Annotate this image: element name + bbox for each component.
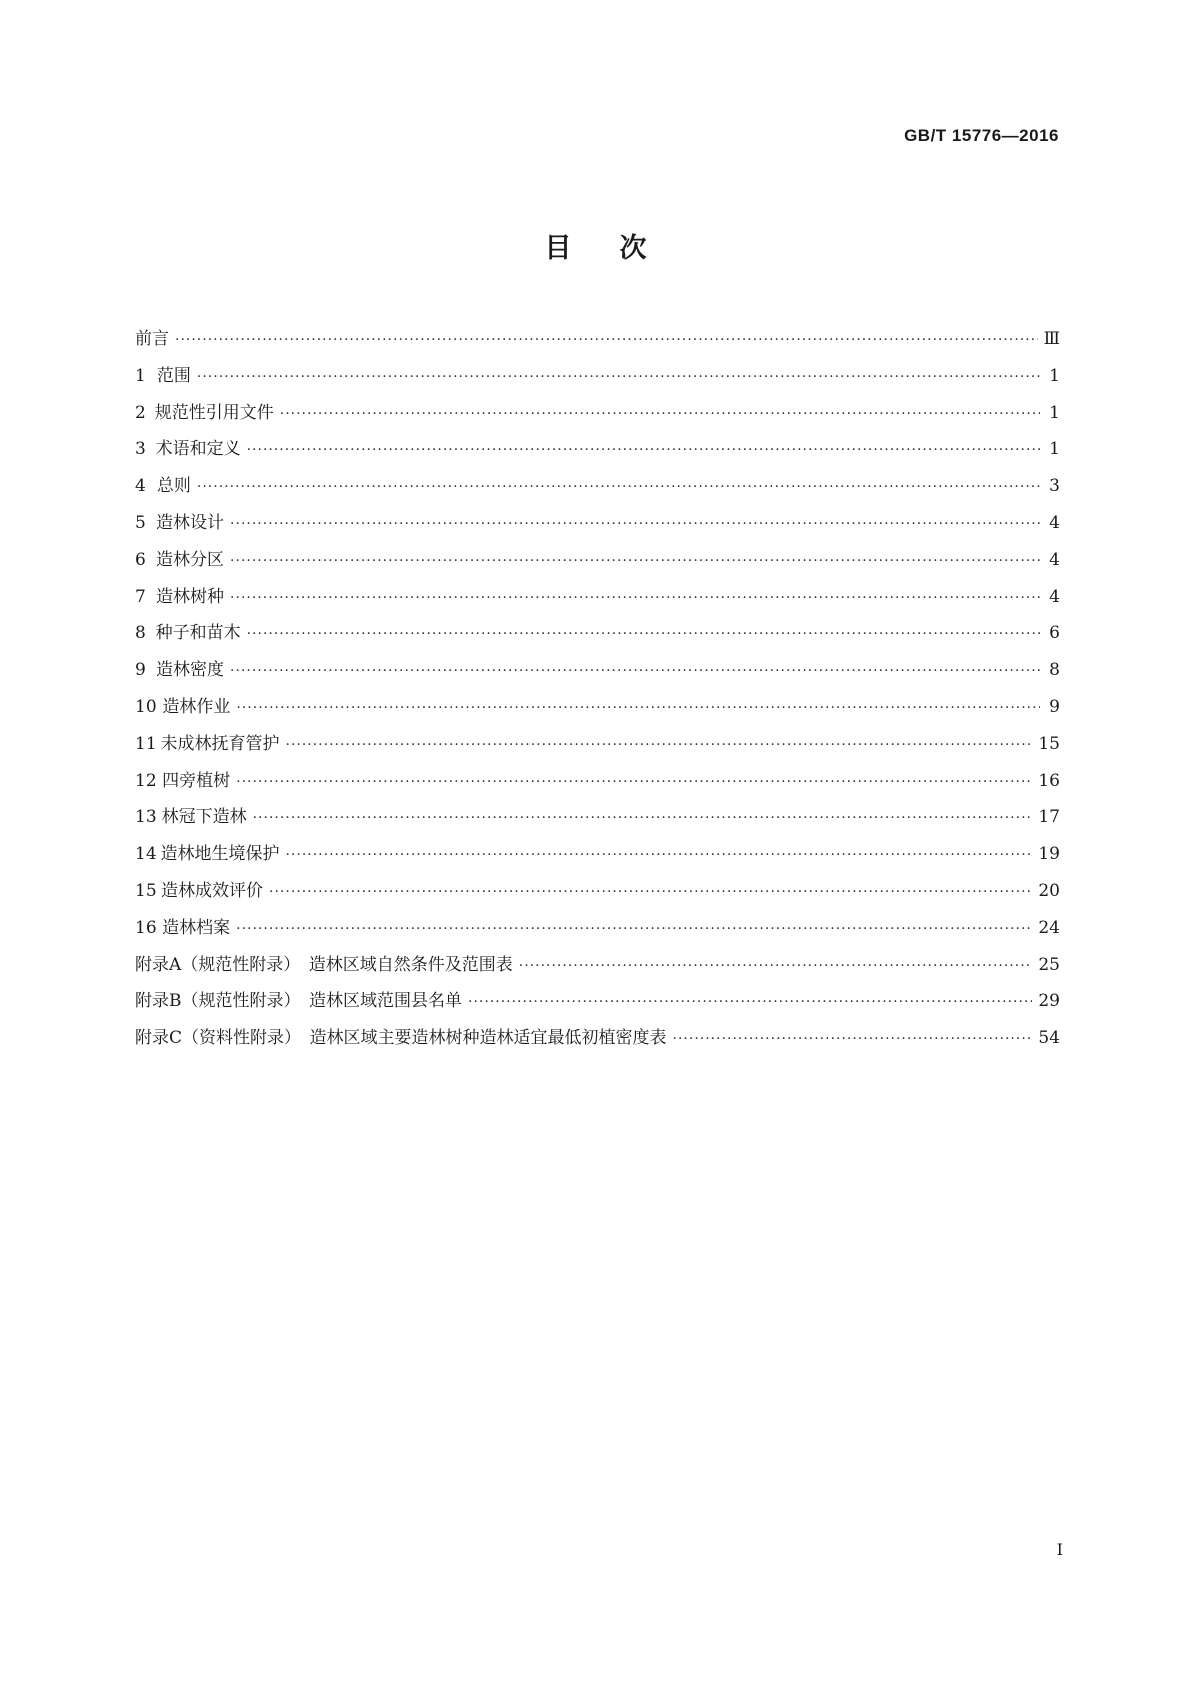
toc-entry-page: 16 <box>1038 770 1060 791</box>
toc-entry-label: 造林设计 <box>156 512 225 533</box>
toc-entry-label: 附录A（规范性附录） 造林区域自然条件及范围表 <box>135 954 513 975</box>
toc-entry-12[interactable] <box>135 766 1060 803</box>
toc-entry-number: 4 <box>135 476 146 497</box>
toc-entry-5[interactable] <box>135 508 1060 545</box>
toc-leader-dots <box>519 958 1033 974</box>
toc-entry-number: 9 <box>135 660 146 681</box>
toc-entry-label: 规范性引用文件 <box>154 402 274 423</box>
toc-entry-label: 造林地生境保护 <box>160 844 280 865</box>
toc-entry-label: 范围 <box>156 365 191 386</box>
toc-entry-10[interactable] <box>135 692 1060 729</box>
toc-entry-number: 10 <box>135 696 157 717</box>
toc-leader-dots <box>285 847 1032 863</box>
standard-code: GB/T 15776—2016 <box>904 126 1059 145</box>
toc-leader-dots <box>673 1031 1033 1047</box>
toc-entry-number: 11 <box>135 733 157 754</box>
toc-entry-page: 15 <box>1038 733 1060 754</box>
toc-leader-dots <box>285 737 1032 753</box>
toc-entry-page: 4 <box>1049 549 1060 570</box>
toc-entry-page: 25 <box>1038 954 1060 975</box>
toc-entry-number: 12 <box>135 770 157 791</box>
toc-entry-number: 1 <box>135 365 146 386</box>
toc-entry-label: 造林密度 <box>156 660 225 681</box>
toc-leader-dots <box>175 332 1038 348</box>
toc-entry-appendix-b[interactable] <box>135 986 1060 1023</box>
toc-entry-page: 8 <box>1049 660 1060 681</box>
toc-entry-number: 16 <box>135 917 157 938</box>
toc-entry-11[interactable] <box>135 729 1060 766</box>
toc-entry-page: 24 <box>1038 917 1060 938</box>
toc-leader-dots <box>236 921 1032 937</box>
toc-leader-dots <box>468 994 1032 1010</box>
toc-leader-dots <box>230 516 1040 532</box>
toc-entry-label: 造林成效评价 <box>161 880 264 901</box>
toc-leader-dots <box>247 626 1040 642</box>
toc-entry-14[interactable] <box>135 839 1060 876</box>
toc-entry-number: 8 <box>135 623 146 644</box>
toc-entry-appendix-c[interactable] <box>135 1023 1060 1060</box>
toc-entry-label: 未成林抚育管护 <box>160 733 280 754</box>
toc-entry-4[interactable] <box>135 471 1060 508</box>
toc-leader-dots <box>280 406 1040 422</box>
toc-leader-dots <box>253 810 1033 826</box>
toc-entry-page: 54 <box>1038 1028 1060 1049</box>
toc-entry-2[interactable] <box>135 398 1060 435</box>
toc-entry-number: 7 <box>135 586 146 607</box>
toc-entry-9[interactable] <box>135 655 1060 692</box>
toc-entry-1[interactable] <box>135 361 1060 398</box>
toc-entry-page: Ⅲ <box>1043 329 1060 349</box>
toc-entry-page: 17 <box>1038 807 1060 828</box>
toc-entry-6[interactable] <box>135 545 1060 582</box>
toc-entry-number: 2 <box>135 402 146 423</box>
toc-entry-page: 1 <box>1049 439 1060 460</box>
toc-entry-label: 林冠下造林 <box>161 807 247 828</box>
toc-entry-13[interactable] <box>135 802 1060 839</box>
toc-leader-dots <box>269 884 1032 900</box>
toc-list <box>135 324 1060 1060</box>
toc-entry-label: 造林分区 <box>156 549 225 570</box>
toc-entry-label: 造林作业 <box>162 696 231 717</box>
toc-leader-dots <box>230 590 1040 606</box>
toc-entry-page: 1 <box>1049 402 1060 423</box>
toc-entry-label: 附录B（规范性附录） 造林区域范围县名单 <box>135 991 462 1012</box>
toc-entry-15[interactable] <box>135 876 1060 913</box>
toc-entry-page: 20 <box>1038 880 1060 901</box>
toc-entry-3[interactable] <box>135 434 1060 471</box>
toc-entry-foreword[interactable] <box>135 324 1060 361</box>
toc-entry-number: 14 <box>135 844 157 865</box>
toc-entry-label: 四旁植树 <box>162 770 231 791</box>
toc-entry-label: 种子和苗木 <box>155 623 241 644</box>
toc-title: 目次 <box>544 233 695 264</box>
toc-entry-label: 前言 <box>135 329 169 349</box>
toc-leader-dots <box>230 663 1040 679</box>
toc-entry-appendix-a[interactable] <box>135 950 1060 987</box>
toc-entry-page: 6 <box>1049 623 1060 644</box>
toc-entry-page: 9 <box>1049 696 1060 717</box>
toc-entry-number: 5 <box>135 512 146 533</box>
toc-leader-dots <box>197 369 1040 385</box>
toc-entry-number: 3 <box>135 439 146 460</box>
toc-leader-dots <box>236 700 1040 716</box>
toc-entry-page: 4 <box>1049 586 1060 607</box>
toc-entry-number: 6 <box>135 549 146 570</box>
toc-entry-label: 总则 <box>156 476 191 497</box>
page-number: I <box>1056 1540 1063 1559</box>
toc-entry-page: 29 <box>1038 991 1060 1012</box>
toc-entry-number: 13 <box>135 807 157 828</box>
toc-entry-16[interactable] <box>135 913 1060 950</box>
toc-entry-label: 造林树种 <box>156 586 225 607</box>
toc-entry-page: 1 <box>1049 365 1060 386</box>
toc-entry-7[interactable] <box>135 582 1060 619</box>
toc-leader-dots <box>236 774 1032 790</box>
toc-entry-page: 3 <box>1049 476 1060 497</box>
toc-leader-dots <box>197 479 1040 495</box>
toc-entry-label: 附录C（资料性附录） 造林区域主要造林树种造林适宜最低初植密度表 <box>135 1028 667 1049</box>
toc-entry-page: 19 <box>1038 844 1060 865</box>
toc-entry-number: 15 <box>135 880 157 901</box>
toc-leader-dots <box>230 553 1040 569</box>
toc-entry-label: 术语和定义 <box>155 439 241 460</box>
toc-entry-8[interactable] <box>135 618 1060 655</box>
toc-entry-page: 4 <box>1049 512 1060 533</box>
toc-leader-dots <box>247 442 1040 458</box>
toc-entry-label: 造林档案 <box>162 917 231 938</box>
